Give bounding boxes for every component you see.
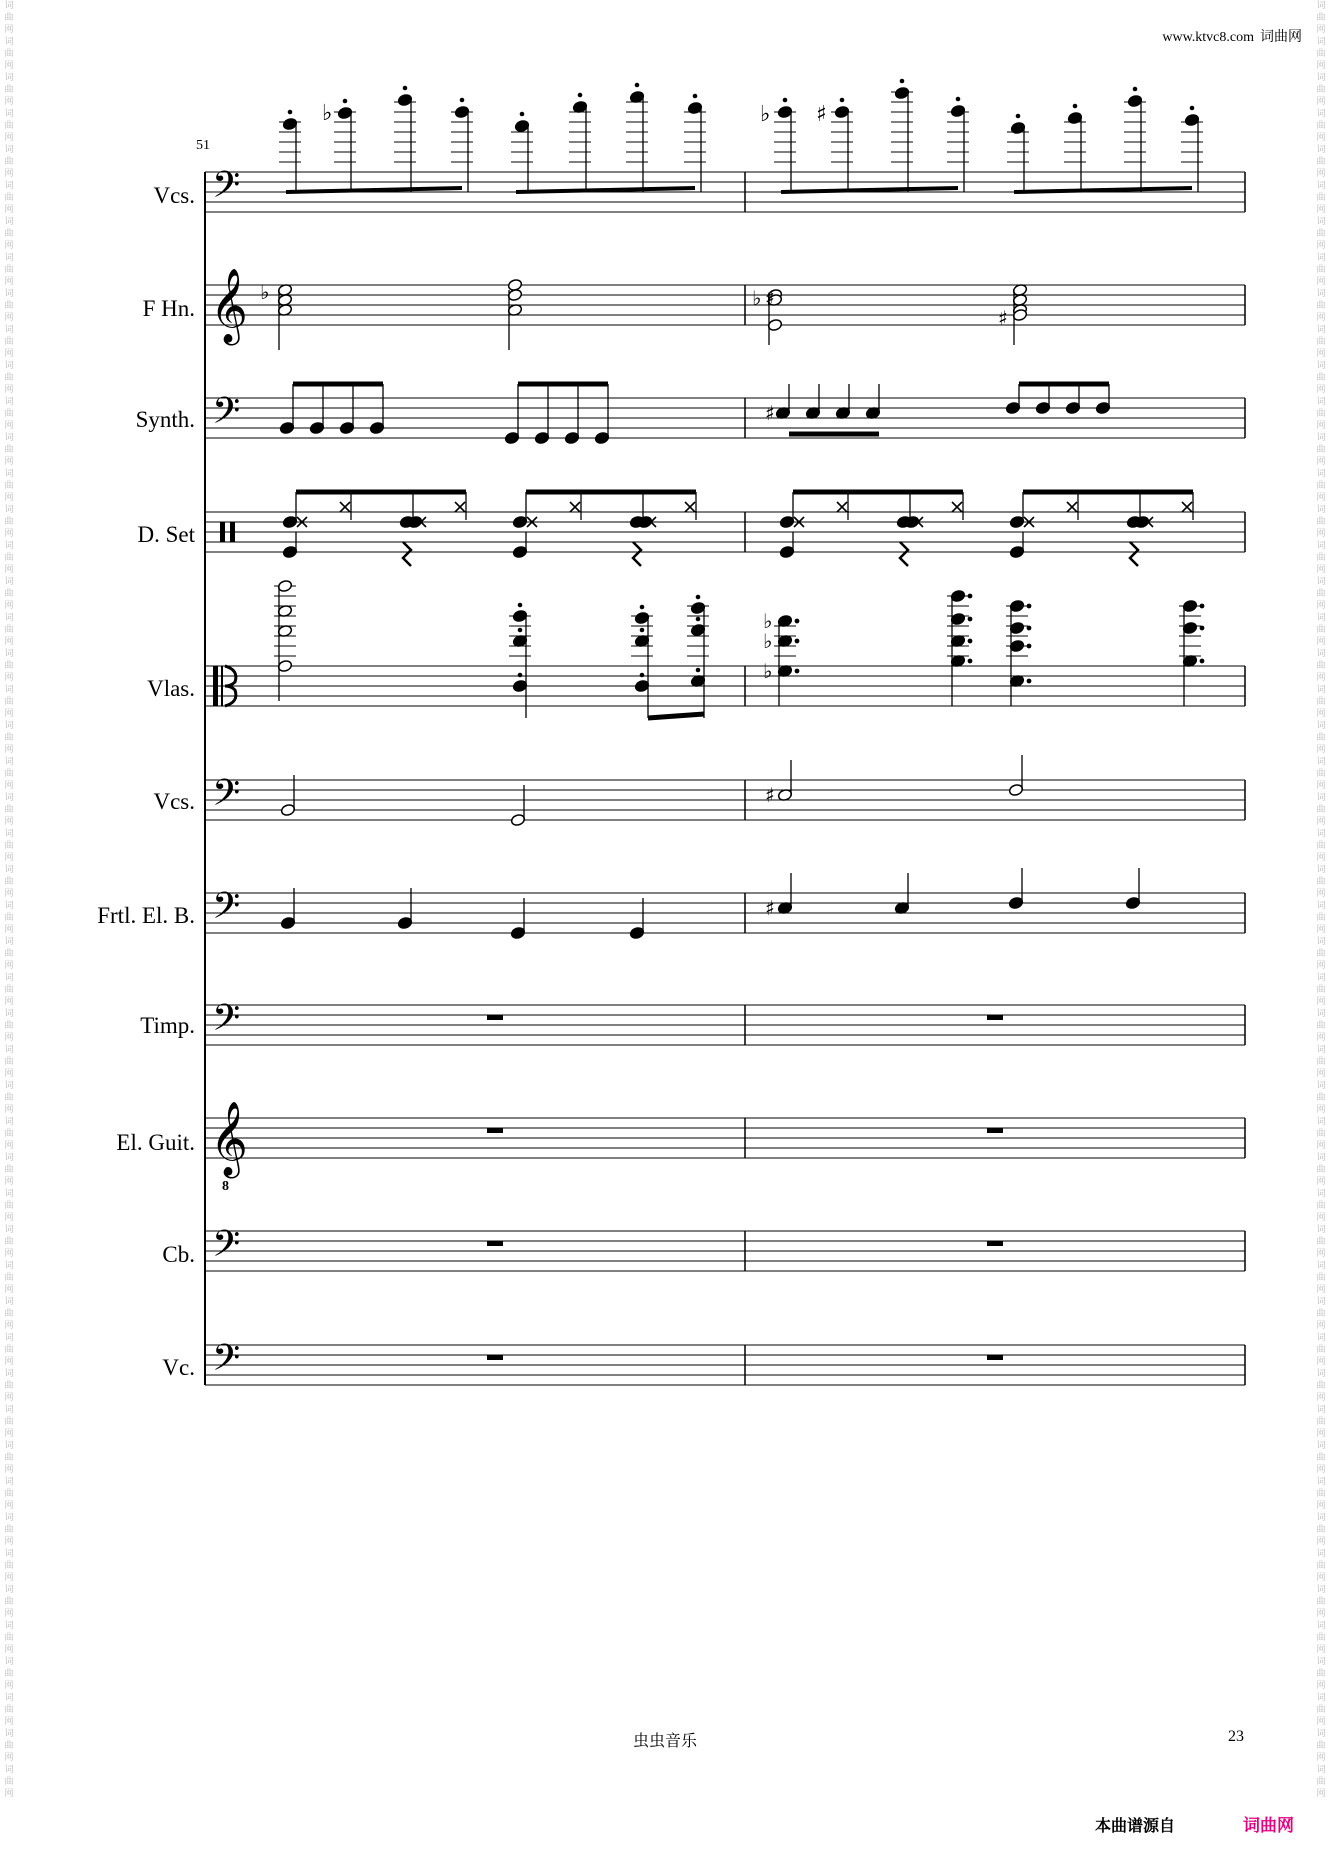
flat-sign: ♭ [763,629,773,653]
instrument-label-vcs-1: Vcs. [153,183,195,208]
sharp-sign: ♯ [998,306,1008,330]
beam [516,188,695,192]
augmentation-dot [968,617,973,622]
page-number: 23 [1228,1728,1244,1745]
beam [1014,188,1192,192]
quarter-rest-icon [1130,542,1138,566]
beam [781,188,958,192]
flat-sign: ♭ [763,659,773,683]
octave-mark: 8 [222,1179,229,1194]
staccato-dot [343,99,348,104]
staccato-dot [1190,106,1195,111]
staccato-dot [520,112,525,117]
quarter-rest-icon [900,542,908,566]
augmentation-dot [1200,659,1205,664]
beam [286,188,462,192]
instrument-label-vcs-2: Vcs. [153,789,195,814]
staccato-dot [578,93,583,98]
whole-rest [987,1355,1003,1360]
sharp-sign: ♯ [765,286,775,310]
instrument-label-vc: Vc. [162,1355,195,1380]
beam [648,714,704,718]
augmentation-dot [968,659,973,664]
bass-clef-icon: 𝄢 [212,997,241,1048]
whole-rest [487,1355,503,1360]
staccato-dot [956,97,961,102]
sharp-sign: ♯ [765,783,775,807]
instrument-label-d-set: D. Set [137,522,195,547]
bass-clef-icon: 𝄢 [212,164,241,215]
staccato-dot [1133,87,1138,92]
staccato-dot [696,595,701,600]
alto-clef-icon [221,666,223,706]
augmentation-dot [1027,644,1032,649]
measure-number: 51 [196,138,210,153]
staccato-dot [640,628,645,633]
instrument-label-frtl-el-b: Frtl. El. B. [97,903,195,928]
staccato-dot [635,83,640,88]
augmentation-dot [795,669,800,674]
augmentation-dot [1200,604,1205,609]
flat-sign: ♭ [752,286,762,310]
source-brand: 词曲网 [1243,1816,1294,1836]
site-url: www.ktvc8.com [1162,30,1254,45]
augmentation-dot [1200,626,1205,631]
bass-clef-icon: 𝄢 [212,390,241,441]
flat-sign: ♭ [760,102,771,127]
bass-clef-icon: 𝄢 [212,1337,241,1388]
staccato-dot [518,603,523,608]
staccato-dot [640,605,645,610]
instrument-label-cb: Cb. [162,1242,195,1267]
staccato-dot [518,673,523,678]
whole-rest [487,1241,503,1246]
quarter-rest-icon [403,542,411,566]
instrument-label-synth: Synth. [135,407,195,432]
left-watermark-strip: 词曲网词曲网词曲网词曲网词曲网词曲网词曲网词曲网词曲网词曲网词曲网词曲网词曲网词曲网词曲网词曲网词曲网词曲网词曲网词曲网词曲网词曲网词曲网词曲网词曲网词曲网词曲网词曲网词曲网词曲网词曲网词曲网词曲网词曲网词曲网词曲网词曲网词曲网词曲网词曲网词曲网词曲网词曲网词曲网词曲网词曲网词曲网词曲网词曲网词曲网 [4,1,14,1799]
staccato-dot [696,668,701,673]
instrument-label-timp: Timp. [140,1013,195,1038]
augmentation-dot [968,594,973,599]
staccato-dot [900,79,905,84]
whole-rest [487,1128,503,1133]
staccato-dot [696,617,701,622]
treble-clef-icon: 𝄞 [210,269,248,343]
augmentation-dot [795,619,800,624]
bass-clef-icon: 𝄢 [212,772,241,823]
site-brand: 词曲网 [1260,29,1302,45]
staccato-dot [403,86,408,91]
whole-rest [987,1241,1003,1246]
flat-sign: ♭ [260,280,270,304]
staccato-dot [783,98,788,103]
instrument-label-el-guit: El. Guit. [116,1130,195,1155]
bass-clef-icon: 𝄢 [212,885,241,936]
whole-rest [987,1128,1003,1133]
alto-clef-icon [213,666,218,706]
sharp-sign: ♯ [765,401,775,425]
whole-rest [987,1015,1003,1020]
source-label: 本曲谱源自 [1095,1816,1176,1835]
staccato-dot [640,673,645,678]
sharp-sign: ♯ [765,896,775,920]
staccato-dot [1073,104,1078,109]
flat-sign: ♭ [322,101,333,126]
augmentation-dot [795,639,800,644]
instrument-label-vlas: Vlas. [147,676,195,701]
staccato-dot [288,110,293,115]
staccato-dot [460,98,465,103]
staccato-dot [840,98,845,103]
sharp-sign: ♯ [816,102,827,127]
staccato-dot [1016,114,1021,119]
whole-rest [487,1015,503,1020]
treble-clef-icon: 𝄞 [210,1102,248,1176]
bass-clef-icon: 𝄢 [212,1223,241,1274]
staccato-dot [518,628,523,633]
flat-sign: ♭ [763,609,773,633]
footer-publisher: 虫虫音乐 [632,1731,697,1750]
instrument-label-f-hn: F Hn. [142,296,195,321]
percussion-clef-icon [220,522,225,542]
augmentation-dot [968,639,973,644]
quarter-rest-icon [633,542,641,566]
right-watermark-strip: 词曲网词曲网词曲网词曲网词曲网词曲网词曲网词曲网词曲网词曲网词曲网词曲网词曲网词曲网词曲网词曲网词曲网词曲网词曲网词曲网词曲网词曲网词曲网词曲网词曲网词曲网词曲网词曲网词曲网词曲网词曲网词曲网词曲网词曲网词曲网词曲网词曲网词曲网词曲网词曲网词曲网词曲网词曲网词曲网词曲网词曲网词曲网词曲网词曲网词曲网 [1316,1,1326,1799]
percussion-clef-icon [230,522,235,542]
augmentation-dot [1027,604,1032,609]
staccato-dot [693,94,698,99]
augmentation-dot [1027,679,1032,684]
augmentation-dot [1027,626,1032,631]
